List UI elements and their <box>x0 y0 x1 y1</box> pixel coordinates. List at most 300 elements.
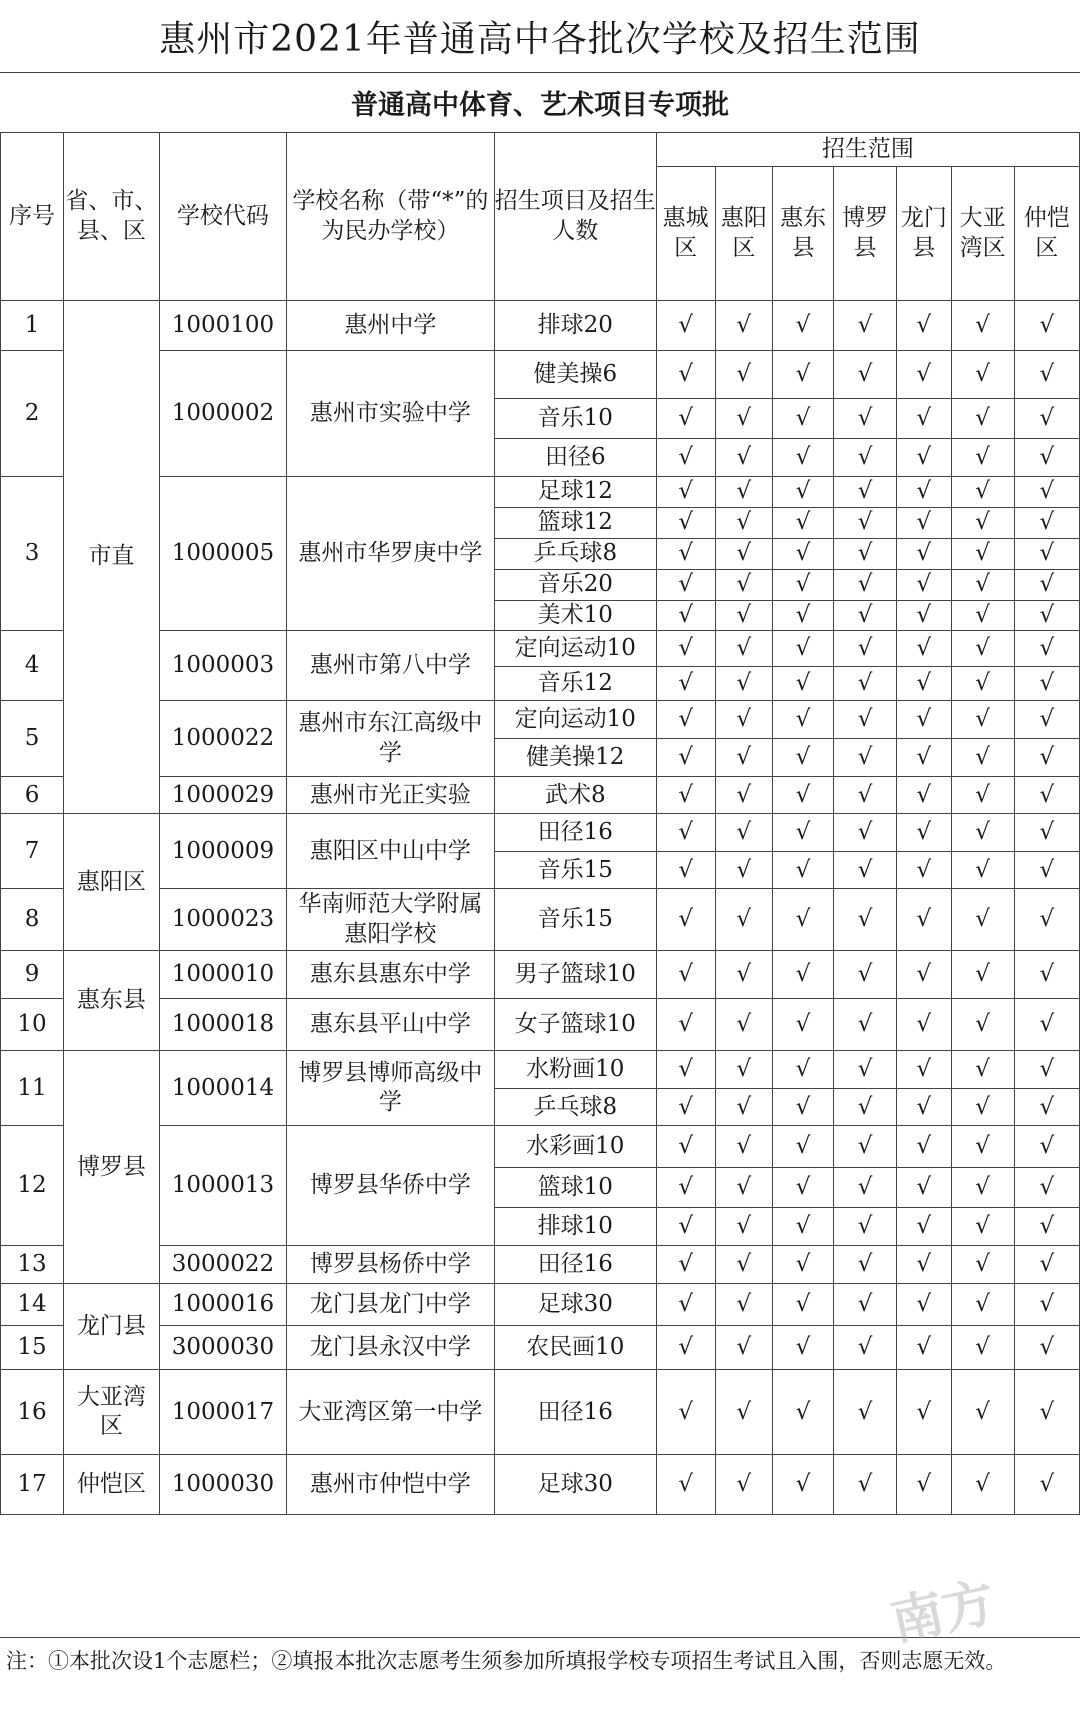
check-mark-icon: √ <box>951 814 1014 852</box>
check-mark-icon: √ <box>951 1051 1014 1089</box>
check-mark-icon: √ <box>951 777 1014 814</box>
cell-project: 田径6 <box>494 439 656 477</box>
cell-school-name: 龙门县永汉中学 <box>287 1326 495 1370</box>
cell-school-code: 1000005 <box>159 477 286 631</box>
cell-school-name: 惠东县惠东中学 <box>287 951 495 999</box>
cell-region: 仲恺区 <box>64 1455 160 1515</box>
check-mark-icon: √ <box>834 1284 897 1326</box>
cell-seq: 8 <box>1 889 64 951</box>
header-name: 学校名称（带“*”的为民办学校） <box>287 133 495 301</box>
check-mark-icon: √ <box>1014 351 1079 399</box>
check-mark-icon: √ <box>834 1208 897 1246</box>
check-mark-icon: √ <box>773 852 834 889</box>
cell-project: 篮球10 <box>494 1168 656 1208</box>
check-mark-icon: √ <box>773 1051 834 1089</box>
cell-school-name: 大亚湾区第一中学 <box>287 1370 495 1455</box>
table-row <box>1 951 1080 999</box>
check-mark-icon: √ <box>773 301 834 351</box>
check-mark-icon: √ <box>834 538 897 569</box>
cell-project: 音乐15 <box>494 889 656 951</box>
cell-project: 美术10 <box>494 600 656 631</box>
check-mark-icon: √ <box>834 667 897 701</box>
check-mark-icon: √ <box>1014 631 1079 667</box>
check-mark-icon: √ <box>951 600 1014 631</box>
cell-project: 足球30 <box>494 1455 656 1515</box>
footnote: 注：①本批次设1个志愿栏；②填报本批次志愿考生须参加所填报学校专项招生考试且入围，否则志愿无效。 <box>0 1637 1080 1714</box>
table-row <box>1 1246 1080 1284</box>
check-mark-icon: √ <box>1014 814 1079 852</box>
cell-project: 定向运动10 <box>494 701 656 739</box>
check-mark-icon: √ <box>951 399 1014 439</box>
check-mark-icon: √ <box>834 852 897 889</box>
check-mark-icon: √ <box>897 701 951 739</box>
check-mark-icon: √ <box>951 301 1014 351</box>
check-mark-icon: √ <box>897 951 951 999</box>
check-mark-icon: √ <box>715 1455 773 1515</box>
table-row <box>1 477 1080 508</box>
cell-project: 男子篮球10 <box>494 951 656 999</box>
check-mark-icon: √ <box>773 538 834 569</box>
table-row <box>1 1051 1080 1089</box>
check-mark-icon: √ <box>1014 1126 1079 1168</box>
check-mark-icon: √ <box>951 1168 1014 1208</box>
check-mark-icon: √ <box>715 399 773 439</box>
check-mark-icon: √ <box>834 1455 897 1515</box>
cell-seq: 13 <box>1 1246 64 1284</box>
check-mark-icon: √ <box>1014 399 1079 439</box>
check-mark-icon: √ <box>951 739 1014 777</box>
check-mark-icon: √ <box>656 739 715 777</box>
cell-school-code: 1000010 <box>159 951 286 999</box>
header-code: 学校代码 <box>159 133 286 301</box>
check-mark-icon: √ <box>951 1370 1014 1455</box>
header-district: 仲恺区 <box>1014 167 1079 301</box>
check-mark-icon: √ <box>834 631 897 667</box>
check-mark-icon: √ <box>951 1126 1014 1168</box>
cell-school-name: 华南师范大学附属惠阳学校 <box>287 889 495 951</box>
check-mark-icon: √ <box>1014 477 1079 508</box>
cell-school-name: 惠州市仲恺中学 <box>287 1455 495 1515</box>
cell-school-code: 1000030 <box>159 1455 286 1515</box>
cell-seq: 11 <box>1 1051 64 1126</box>
check-mark-icon: √ <box>897 538 951 569</box>
cell-project: 田径16 <box>494 1246 656 1284</box>
check-mark-icon: √ <box>1014 569 1079 600</box>
check-mark-icon: √ <box>715 569 773 600</box>
check-mark-icon: √ <box>773 951 834 999</box>
cell-school-code: 1000009 <box>159 814 286 889</box>
check-mark-icon: √ <box>773 814 834 852</box>
check-mark-icon: √ <box>834 569 897 600</box>
table-row <box>1 999 1080 1051</box>
cell-project: 排球20 <box>494 301 656 351</box>
check-mark-icon: √ <box>715 1208 773 1246</box>
check-mark-icon: √ <box>715 1051 773 1089</box>
cell-project: 水彩画10 <box>494 1126 656 1168</box>
check-mark-icon: √ <box>715 852 773 889</box>
check-mark-icon: √ <box>773 889 834 951</box>
table-row <box>1 814 1080 852</box>
check-mark-icon: √ <box>773 399 834 439</box>
check-mark-icon: √ <box>834 889 897 951</box>
check-mark-icon: √ <box>1014 439 1079 477</box>
check-mark-icon: √ <box>897 999 951 1051</box>
check-mark-icon: √ <box>1014 701 1079 739</box>
cell-school-name: 惠阳区中山中学 <box>287 814 495 889</box>
check-mark-icon: √ <box>656 507 715 538</box>
check-mark-icon: √ <box>834 351 897 399</box>
check-mark-icon: √ <box>897 1455 951 1515</box>
check-mark-icon: √ <box>951 667 1014 701</box>
cell-seq: 9 <box>1 951 64 999</box>
check-mark-icon: √ <box>897 1208 951 1246</box>
check-mark-icon: √ <box>834 701 897 739</box>
check-mark-icon: √ <box>834 814 897 852</box>
cell-seq: 10 <box>1 999 64 1051</box>
check-mark-icon: √ <box>897 439 951 477</box>
check-mark-icon: √ <box>1014 999 1079 1051</box>
cell-school-code: 1000002 <box>159 351 286 477</box>
cell-project: 音乐12 <box>494 667 656 701</box>
check-mark-icon: √ <box>715 889 773 951</box>
check-mark-icon: √ <box>656 301 715 351</box>
check-mark-icon: √ <box>1014 1246 1079 1284</box>
cell-seq: 1 <box>1 301 64 351</box>
header-district: 惠东县 <box>773 167 834 301</box>
check-mark-icon: √ <box>951 538 1014 569</box>
check-mark-icon: √ <box>1014 1089 1079 1126</box>
check-mark-icon: √ <box>951 852 1014 889</box>
check-mark-icon: √ <box>715 351 773 399</box>
check-mark-icon: √ <box>656 1051 715 1089</box>
check-mark-icon: √ <box>1014 1284 1079 1326</box>
watermark: 南方 <box>885 1571 1001 1653</box>
cell-project: 田径16 <box>494 1370 656 1455</box>
check-mark-icon: √ <box>715 999 773 1051</box>
table-header <box>1 133 1080 301</box>
header-district: 惠城区 <box>656 167 715 301</box>
check-mark-icon: √ <box>773 739 834 777</box>
cell-project: 音乐10 <box>494 399 656 439</box>
check-mark-icon: √ <box>951 951 1014 999</box>
cell-school-name: 博罗县博师高级中学 <box>287 1051 495 1126</box>
check-mark-icon: √ <box>1014 1455 1079 1515</box>
check-mark-icon: √ <box>1014 852 1079 889</box>
check-mark-icon: √ <box>715 1370 773 1455</box>
cell-school-code: 1000017 <box>159 1370 286 1455</box>
table-row <box>1 631 1080 667</box>
cell-project: 音乐15 <box>494 852 656 889</box>
check-mark-icon: √ <box>1014 951 1079 999</box>
check-mark-icon: √ <box>656 569 715 600</box>
check-mark-icon: √ <box>656 889 715 951</box>
check-mark-icon: √ <box>951 1246 1014 1284</box>
check-mark-icon: √ <box>773 569 834 600</box>
table-row <box>1 1326 1080 1370</box>
check-mark-icon: √ <box>715 701 773 739</box>
check-mark-icon: √ <box>715 1326 773 1370</box>
check-mark-icon: √ <box>951 999 1014 1051</box>
check-mark-icon: √ <box>656 1370 715 1455</box>
cell-project: 武术8 <box>494 777 656 814</box>
check-mark-icon: √ <box>773 1326 834 1370</box>
check-mark-icon: √ <box>715 439 773 477</box>
check-mark-icon: √ <box>897 631 951 667</box>
check-mark-icon: √ <box>656 477 715 508</box>
cell-project: 乒乓球8 <box>494 538 656 569</box>
check-mark-icon: √ <box>715 538 773 569</box>
check-mark-icon: √ <box>897 739 951 777</box>
check-mark-icon: √ <box>897 1326 951 1370</box>
check-mark-icon: √ <box>834 1051 897 1089</box>
cell-school-name: 惠州市第八中学 <box>287 631 495 701</box>
check-mark-icon: √ <box>656 852 715 889</box>
check-mark-icon: √ <box>1014 889 1079 951</box>
check-mark-icon: √ <box>897 814 951 852</box>
check-mark-icon: √ <box>897 477 951 508</box>
check-mark-icon: √ <box>951 569 1014 600</box>
header-projects: 招生项目及招生人数 <box>494 133 656 301</box>
check-mark-icon: √ <box>715 1284 773 1326</box>
check-mark-icon: √ <box>773 1370 834 1455</box>
cell-seq: 16 <box>1 1370 64 1455</box>
check-mark-icon: √ <box>773 477 834 508</box>
check-mark-icon: √ <box>656 1455 715 1515</box>
check-mark-icon: √ <box>834 739 897 777</box>
check-mark-icon: √ <box>834 999 897 1051</box>
check-mark-icon: √ <box>656 667 715 701</box>
check-mark-icon: √ <box>897 1370 951 1455</box>
check-mark-icon: √ <box>897 1126 951 1168</box>
check-mark-icon: √ <box>656 351 715 399</box>
admissions-table <box>0 132 1080 1515</box>
check-mark-icon: √ <box>897 777 951 814</box>
check-mark-icon: √ <box>656 1284 715 1326</box>
page-subtitle: 普通高中体育、艺术项目专项批 <box>0 72 1080 133</box>
check-mark-icon: √ <box>1014 507 1079 538</box>
cell-project: 篮球12 <box>494 507 656 538</box>
check-mark-icon: √ <box>773 1089 834 1126</box>
check-mark-icon: √ <box>951 507 1014 538</box>
check-mark-icon: √ <box>1014 600 1079 631</box>
cell-school-code: 1000018 <box>159 999 286 1051</box>
cell-project: 足球30 <box>494 1284 656 1326</box>
cell-school-name: 博罗县华侨中学 <box>287 1126 495 1246</box>
check-mark-icon: √ <box>715 1168 773 1208</box>
check-mark-icon: √ <box>656 951 715 999</box>
check-mark-icon: √ <box>656 1208 715 1246</box>
table-row <box>1 351 1080 399</box>
cell-project: 水粉画10 <box>494 1051 656 1089</box>
cell-school-name: 惠州市华罗庚中学 <box>287 477 495 631</box>
check-mark-icon: √ <box>897 301 951 351</box>
check-mark-icon: √ <box>715 631 773 667</box>
check-mark-icon: √ <box>1014 777 1079 814</box>
check-mark-icon: √ <box>715 507 773 538</box>
header-district: 博罗县 <box>834 167 897 301</box>
table-row <box>1 1284 1080 1326</box>
table-body <box>1 301 1080 1515</box>
check-mark-icon: √ <box>897 1284 951 1326</box>
cell-school-name: 惠州市实验中学 <box>287 351 495 477</box>
cell-project: 足球12 <box>494 477 656 508</box>
check-mark-icon: √ <box>1014 739 1079 777</box>
check-mark-icon: √ <box>656 999 715 1051</box>
check-mark-icon: √ <box>773 351 834 399</box>
check-mark-icon: √ <box>656 814 715 852</box>
cell-region: 龙门县 <box>64 1284 160 1370</box>
cell-project: 健美操12 <box>494 739 656 777</box>
cell-project: 女子篮球10 <box>494 999 656 1051</box>
cell-school-code: 1000100 <box>159 301 286 351</box>
cell-school-code: 1000016 <box>159 1284 286 1326</box>
check-mark-icon: √ <box>773 1246 834 1284</box>
cell-region: 惠东县 <box>64 951 160 1051</box>
cell-seq: 14 <box>1 1284 64 1326</box>
cell-region: 博罗县 <box>64 1051 160 1284</box>
cell-region: 市直 <box>64 301 160 814</box>
check-mark-icon: √ <box>715 814 773 852</box>
check-mark-icon: √ <box>951 1089 1014 1126</box>
check-mark-icon: √ <box>1014 1208 1079 1246</box>
table-row <box>1 777 1080 814</box>
check-mark-icon: √ <box>951 1455 1014 1515</box>
check-mark-icon: √ <box>834 600 897 631</box>
header-region: 省、市、县、区 <box>64 133 160 301</box>
cell-school-name: 龙门县龙门中学 <box>287 1284 495 1326</box>
check-mark-icon: √ <box>773 1455 834 1515</box>
check-mark-icon: √ <box>656 777 715 814</box>
header-scope: 招生范围 <box>656 133 1079 167</box>
cell-school-code: 3000022 <box>159 1246 286 1284</box>
check-mark-icon: √ <box>897 1051 951 1089</box>
check-mark-icon: √ <box>773 507 834 538</box>
cell-project: 田径16 <box>494 814 656 852</box>
check-mark-icon: √ <box>656 1326 715 1370</box>
check-mark-icon: √ <box>715 477 773 508</box>
check-mark-icon: √ <box>897 889 951 951</box>
header-district: 惠阳区 <box>715 167 773 301</box>
check-mark-icon: √ <box>773 999 834 1051</box>
cell-school-code: 1000029 <box>159 777 286 814</box>
check-mark-icon: √ <box>1014 1051 1079 1089</box>
check-mark-icon: √ <box>834 477 897 508</box>
check-mark-icon: √ <box>951 701 1014 739</box>
check-mark-icon: √ <box>834 777 897 814</box>
cell-school-name: 惠州中学 <box>287 301 495 351</box>
table-row <box>1 1455 1080 1515</box>
table-row <box>1 701 1080 739</box>
check-mark-icon: √ <box>773 600 834 631</box>
cell-school-code: 1000003 <box>159 631 286 701</box>
cell-seq: 17 <box>1 1455 64 1515</box>
cell-seq: 4 <box>1 631 64 701</box>
check-mark-icon: √ <box>897 852 951 889</box>
check-mark-icon: √ <box>834 1089 897 1126</box>
cell-school-code: 1000022 <box>159 701 286 777</box>
check-mark-icon: √ <box>834 951 897 999</box>
cell-project: 定向运动10 <box>494 631 656 667</box>
cell-seq: 2 <box>1 351 64 477</box>
check-mark-icon: √ <box>773 1284 834 1326</box>
check-mark-icon: √ <box>715 301 773 351</box>
cell-seq: 15 <box>1 1326 64 1370</box>
check-mark-icon: √ <box>834 399 897 439</box>
check-mark-icon: √ <box>834 301 897 351</box>
check-mark-icon: √ <box>834 1246 897 1284</box>
cell-school-code: 1000023 <box>159 889 286 951</box>
check-mark-icon: √ <box>656 1168 715 1208</box>
check-mark-icon: √ <box>773 667 834 701</box>
cell-project: 健美操6 <box>494 351 656 399</box>
cell-school-name: 惠东县平山中学 <box>287 999 495 1051</box>
table-row <box>1 889 1080 951</box>
check-mark-icon: √ <box>951 1284 1014 1326</box>
check-mark-icon: √ <box>773 1208 834 1246</box>
cell-school-name: 惠州市东江高级中学 <box>287 701 495 777</box>
check-mark-icon: √ <box>1014 301 1079 351</box>
table-row <box>1 1126 1080 1168</box>
header-district: 龙门县 <box>897 167 951 301</box>
check-mark-icon: √ <box>715 600 773 631</box>
cell-seq: 7 <box>1 814 64 889</box>
check-mark-icon: √ <box>834 1168 897 1208</box>
check-mark-icon: √ <box>897 507 951 538</box>
check-mark-icon: √ <box>897 399 951 439</box>
check-mark-icon: √ <box>951 351 1014 399</box>
cell-project: 农民画10 <box>494 1326 656 1370</box>
check-mark-icon: √ <box>715 1089 773 1126</box>
cell-school-name: 博罗县杨侨中学 <box>287 1246 495 1284</box>
check-mark-icon: √ <box>715 1126 773 1168</box>
check-mark-icon: √ <box>897 1168 951 1208</box>
cell-region: 大亚湾区 <box>64 1370 160 1455</box>
check-mark-icon: √ <box>834 1326 897 1370</box>
check-mark-icon: √ <box>834 507 897 538</box>
check-mark-icon: √ <box>951 439 1014 477</box>
table-row <box>1 301 1080 351</box>
check-mark-icon: √ <box>656 399 715 439</box>
check-mark-icon: √ <box>834 439 897 477</box>
check-mark-icon: √ <box>656 600 715 631</box>
check-mark-icon: √ <box>897 569 951 600</box>
check-mark-icon: √ <box>656 1246 715 1284</box>
check-mark-icon: √ <box>715 777 773 814</box>
check-mark-icon: √ <box>1014 1326 1079 1370</box>
check-mark-icon: √ <box>1014 1168 1079 1208</box>
check-mark-icon: √ <box>773 1126 834 1168</box>
check-mark-icon: √ <box>951 1326 1014 1370</box>
cell-seq: 6 <box>1 777 64 814</box>
cell-project: 排球10 <box>494 1208 656 1246</box>
page-title: 惠州市2021年普通高中各批次学校及招生范围 <box>0 0 1080 73</box>
check-mark-icon: √ <box>773 439 834 477</box>
cell-school-code: 1000013 <box>159 1126 286 1246</box>
cell-project: 乒乓球8 <box>494 1089 656 1126</box>
check-mark-icon: √ <box>897 667 951 701</box>
check-mark-icon: √ <box>773 777 834 814</box>
check-mark-icon: √ <box>1014 667 1079 701</box>
check-mark-icon: √ <box>1014 1370 1079 1455</box>
check-mark-icon: √ <box>951 889 1014 951</box>
check-mark-icon: √ <box>897 600 951 631</box>
cell-school-code: 1000014 <box>159 1051 286 1126</box>
check-mark-icon: √ <box>656 538 715 569</box>
check-mark-icon: √ <box>656 1126 715 1168</box>
check-mark-icon: √ <box>715 951 773 999</box>
cell-seq: 12 <box>1 1126 64 1246</box>
check-mark-icon: √ <box>897 351 951 399</box>
